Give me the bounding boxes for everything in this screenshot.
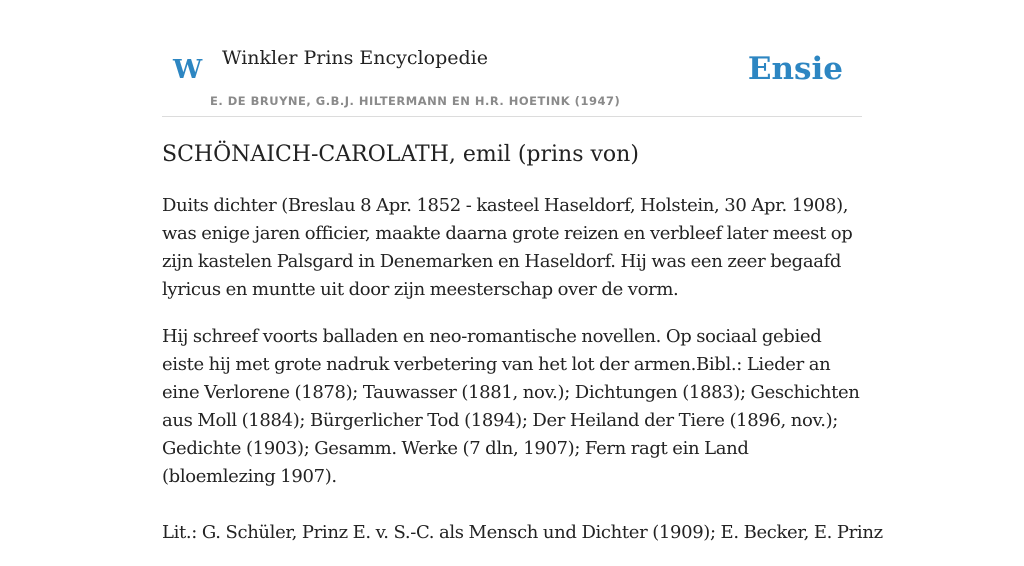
entry-content	[162, 192, 883, 566]
entry-paragraph: Duits dichter (Breslau 8 Apr. 1852 - kasteel Haseldorf, Holstein, 30 Apr. 1908), was enige jaren officier, maakte daarna grote reizen en verbleef later meest op zijn kastelen Palsgard in Denemarken en Haseldorf. Hij was een zeer begaafd lyricus en muntte uit door zijn meesterschap over de vorm.	[162, 195, 853, 300]
source-logo-letter: W	[173, 55, 203, 85]
source-logo[interactable]	[173, 52, 202, 88]
source-title[interactable]: Winkler Prins Encyclopedie	[222, 47, 488, 69]
entry-paragraph: Hij schreef voorts balladen en neo-romantische novellen. Op sociaal gebied eiste hij met grote nadruk verbetering van het lot der armen.Bibl.: Lieder an eine Verlorene (1878); Tauwasser (1881, nov.); Dichtungen (1883); Geschichten aus Moll (1884); Bürgerlicher Tod (1894); Der Heiland der Tiere (1896, nov.); Gedichte (1903); Gesamm. Werke (7 dln, 1907); Fern ragt ein Land (bloemlezing 1907).	[162, 326, 860, 487]
site-header	[162, 38, 862, 117]
entry-title: SCHÖNAICH-CAROLATH, emil (prins von)	[162, 142, 639, 167]
brand-logo[interactable]: Ensie	[747, 51, 843, 87]
entry-literature: Lit.: G. Schüler, Prinz E. v. S.-C. als Mensch und Dichter (1909); E. Becker, E. Prinz	[162, 522, 883, 543]
source-authors: E. DE BRUYNE, G.B.J. HILTERMANN EN H.R. HOETINK (1947)	[210, 94, 621, 108]
